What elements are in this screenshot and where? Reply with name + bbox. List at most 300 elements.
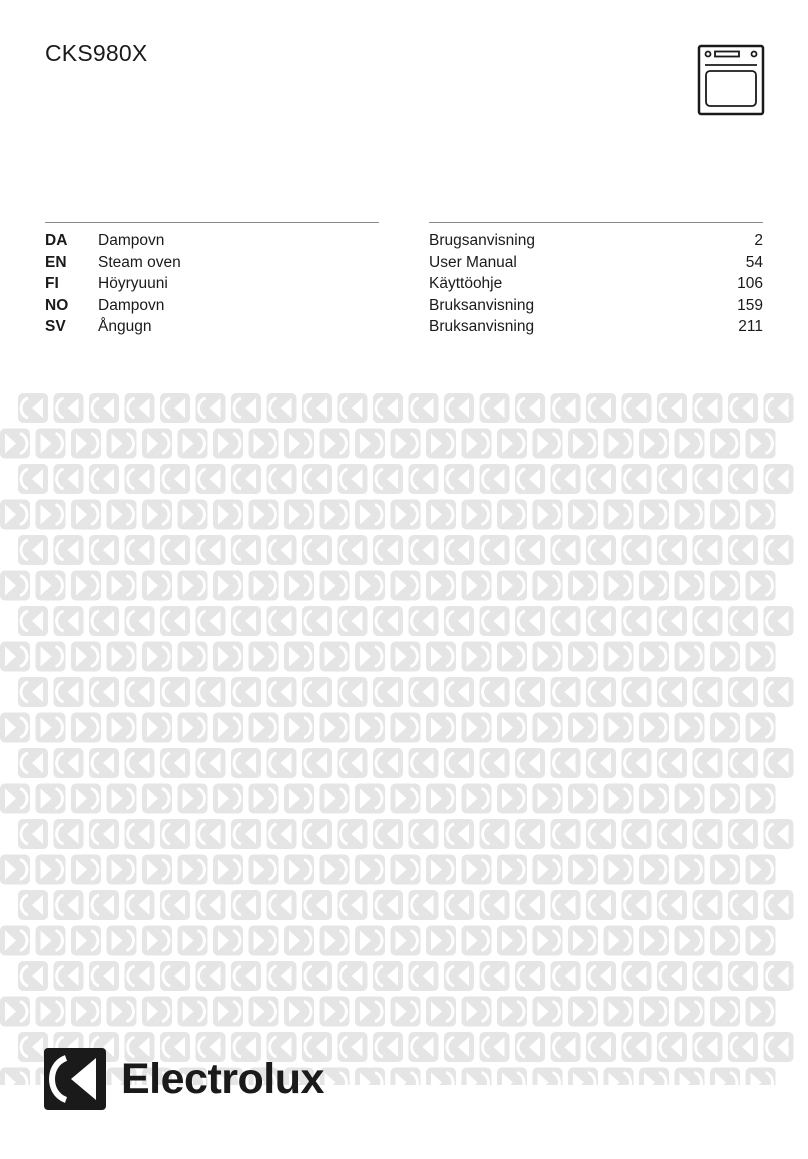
pattern-tiles: [0, 393, 794, 1085]
pattern-tile: [391, 713, 421, 743]
pattern-tile: [444, 535, 474, 565]
pattern-tile: [533, 713, 563, 743]
pattern-tile: [196, 393, 226, 423]
pattern-tile: [18, 890, 48, 920]
pattern-tile: [267, 961, 297, 991]
pattern-tile: [693, 890, 723, 920]
pattern-tile: [355, 926, 385, 956]
pattern-tile: [551, 819, 581, 849]
pattern-tile: [320, 997, 350, 1027]
pattern-tile: [36, 713, 66, 743]
pattern-tile: [533, 642, 563, 672]
pattern-tile: [728, 677, 758, 707]
pattern-tile: [142, 713, 172, 743]
pattern-tile: [426, 713, 456, 743]
pattern-tile: [462, 642, 492, 672]
pattern-tile: [231, 393, 261, 423]
pattern-tile: [107, 713, 137, 743]
pattern-tile: [497, 571, 527, 601]
pattern-tile: [125, 890, 155, 920]
pattern-tile: [355, 1068, 385, 1086]
pattern-tile: [71, 500, 101, 530]
pattern-tile: [409, 606, 439, 636]
pattern-tile: [338, 961, 368, 991]
pattern-tile: [249, 997, 279, 1027]
pattern-tile: [142, 784, 172, 814]
electrolux-pattern-icon: [0, 390, 808, 1085]
pattern-tile: [710, 926, 740, 956]
pattern-tile: [675, 997, 705, 1027]
pattern-tile: [409, 748, 439, 778]
product-name: Ångugn: [98, 318, 152, 335]
pattern-tile: [480, 393, 510, 423]
pattern-tile: [89, 961, 119, 991]
brand-logo: [44, 1048, 344, 1110]
pattern-tile: [125, 677, 155, 707]
pattern-tile: [54, 677, 84, 707]
pattern-tile: [178, 429, 208, 459]
page-number: 2: [754, 232, 763, 249]
pattern-tile: [249, 855, 279, 885]
pattern-tile: [213, 926, 243, 956]
pattern-tile: [622, 677, 652, 707]
pattern-tile: [267, 677, 297, 707]
pattern-tile: [604, 1068, 634, 1086]
pattern-tile: [125, 606, 155, 636]
pattern-tile: [391, 642, 421, 672]
pattern-tile: [622, 961, 652, 991]
pattern-tile: [267, 890, 297, 920]
pattern-tile: [675, 926, 705, 956]
pattern-tile: [710, 1068, 740, 1086]
pattern-tile: [338, 393, 368, 423]
pattern-tile: [178, 713, 208, 743]
pattern-tile: [391, 571, 421, 601]
pattern-tile: [497, 997, 527, 1027]
pattern-tile: [320, 571, 350, 601]
pattern-tile: [657, 606, 687, 636]
pattern-tile: [746, 855, 776, 885]
pattern-tile: [36, 500, 66, 530]
language-row: [45, 316, 765, 338]
pattern-tile: [657, 464, 687, 494]
pattern-tile: [746, 571, 776, 601]
pattern-tile: [480, 961, 510, 991]
document-title: Käyttöohje: [429, 275, 503, 292]
pattern-tile: [515, 464, 545, 494]
pattern-tile: [391, 926, 421, 956]
pattern-tile: [125, 393, 155, 423]
pattern-tile: [533, 997, 563, 1027]
pattern-tile: [480, 1032, 510, 1062]
pattern-tile: [213, 997, 243, 1027]
pattern-tile: [710, 429, 740, 459]
pattern-tile: [710, 642, 740, 672]
pattern-tile: [54, 819, 84, 849]
pattern-tile: [639, 571, 669, 601]
language-code: FI: [45, 275, 59, 292]
pattern-tile: [764, 890, 794, 920]
pattern-tile: [160, 393, 190, 423]
pattern-tile: [391, 1068, 421, 1086]
pattern-tile: [0, 571, 30, 601]
pattern-tile: [355, 713, 385, 743]
pattern-tile: [764, 748, 794, 778]
pattern-tile: [320, 642, 350, 672]
pattern-tile: [338, 677, 368, 707]
pattern-tile: [320, 855, 350, 885]
language-code: DA: [45, 232, 68, 249]
pattern-tile: [675, 713, 705, 743]
pattern-tile: [373, 1032, 403, 1062]
pattern-tile: [444, 961, 474, 991]
pattern-tile: [89, 464, 119, 494]
pattern-tile: [657, 1032, 687, 1062]
pattern-tile: [426, 1068, 456, 1086]
pattern-tile: [657, 535, 687, 565]
pattern-tile: [107, 997, 137, 1027]
pattern-tile: [160, 677, 190, 707]
pattern-tile: [36, 784, 66, 814]
pattern-tile: [249, 784, 279, 814]
pattern-tile: [355, 997, 385, 1027]
pattern-tile: [551, 890, 581, 920]
pattern-tile: [586, 393, 616, 423]
pattern-tile: [728, 464, 758, 494]
pattern-tile: [373, 748, 403, 778]
pattern-tile: [196, 677, 226, 707]
pattern-tile: [675, 500, 705, 530]
pattern-tile: [462, 1068, 492, 1086]
pattern-tile: [728, 606, 758, 636]
pattern-tile: [622, 748, 652, 778]
pattern-tile: [568, 784, 598, 814]
divider-right: [429, 222, 763, 223]
pattern-tile: [320, 500, 350, 530]
pattern-tile: [338, 535, 368, 565]
pattern-tile: [675, 855, 705, 885]
pattern-tile: [355, 642, 385, 672]
pattern-tile: [586, 535, 616, 565]
pattern-tile: [355, 855, 385, 885]
pattern-tile: [604, 429, 634, 459]
oven-icon: [697, 44, 765, 116]
pattern-tile: [480, 748, 510, 778]
pattern-tile: [373, 393, 403, 423]
pattern-tile: [178, 855, 208, 885]
pattern-tile: [338, 606, 368, 636]
pattern-tile: [497, 500, 527, 530]
pattern-tile: [426, 855, 456, 885]
pattern-tile: [497, 926, 527, 956]
pattern-tile: [533, 926, 563, 956]
pattern-tile: [178, 926, 208, 956]
pattern-tile: [462, 571, 492, 601]
pattern-tile: [622, 464, 652, 494]
pattern-tile: [196, 890, 226, 920]
pattern-tile: [18, 393, 48, 423]
pattern-tile: [284, 429, 314, 459]
pattern-tile: [71, 713, 101, 743]
pattern-tile: [746, 642, 776, 672]
pattern-tile: [409, 1032, 439, 1062]
pattern-tile: [54, 393, 84, 423]
language-code: NO: [45, 296, 69, 314]
brand-name: Electrolux: [121, 1055, 324, 1103]
pattern-tile: [0, 784, 30, 814]
pattern-tile: [462, 713, 492, 743]
pattern-tile: [36, 997, 66, 1027]
pattern-tile: [586, 961, 616, 991]
pattern-tile: [693, 819, 723, 849]
pattern-tile: [764, 677, 794, 707]
pattern-tile: [551, 464, 581, 494]
pattern-tile: [178, 571, 208, 601]
pattern-tile: [125, 961, 155, 991]
pattern-tile: [639, 642, 669, 672]
pattern-tile: [0, 642, 30, 672]
pattern-tile: [231, 961, 261, 991]
pattern-tile: [462, 855, 492, 885]
pattern-tile: [480, 819, 510, 849]
pattern-tile: [71, 429, 101, 459]
pattern-tile: [693, 393, 723, 423]
pattern-tile: [444, 819, 474, 849]
pattern-tile: [551, 535, 581, 565]
pattern-tile: [462, 500, 492, 530]
pattern-tile: [142, 571, 172, 601]
pattern-tile: [622, 890, 652, 920]
pattern-tile: [18, 748, 48, 778]
pattern-tile: [196, 961, 226, 991]
pattern-tile: [213, 429, 243, 459]
pattern-tile: [568, 997, 598, 1027]
pattern-tile: [622, 1032, 652, 1062]
pattern-tile: [426, 429, 456, 459]
pattern-tile: [107, 926, 137, 956]
pattern-tile: [657, 890, 687, 920]
pattern-tile: [426, 997, 456, 1027]
pattern-tile: [373, 890, 403, 920]
pattern-tile: [320, 784, 350, 814]
model-number: CKS980X: [45, 40, 148, 66]
pattern-tile: [355, 571, 385, 601]
pattern-tile: [657, 819, 687, 849]
pattern-tile: [71, 855, 101, 885]
pattern-tile: [639, 784, 669, 814]
pattern-tile: [89, 819, 119, 849]
page-number: 159: [737, 296, 763, 314]
pattern-tile: [675, 642, 705, 672]
pattern-tile: [160, 819, 190, 849]
pattern-tile: [675, 784, 705, 814]
pattern-tile: [249, 713, 279, 743]
product-name: Steam oven: [98, 253, 181, 271]
pattern-tile: [178, 997, 208, 1027]
pattern-tile: [338, 819, 368, 849]
electrolux-logo-icon: [44, 1048, 106, 1110]
pattern-tile: [320, 713, 350, 743]
pattern-tile: [533, 855, 563, 885]
pattern-tile: [409, 677, 439, 707]
pattern-tile: [693, 1032, 723, 1062]
pattern-tile: [71, 642, 101, 672]
pattern-tile: [54, 535, 84, 565]
pattern-tile: [160, 464, 190, 494]
pattern-tile: [693, 677, 723, 707]
pattern-tile: [568, 429, 598, 459]
pattern-tile: [586, 464, 616, 494]
pattern-tile: [373, 464, 403, 494]
pattern-tile: [107, 642, 137, 672]
pattern-tile: [302, 464, 332, 494]
pattern-tile: [213, 571, 243, 601]
page-number: 211: [738, 318, 763, 335]
pattern-tile: [409, 961, 439, 991]
pattern-tile: [746, 784, 776, 814]
pattern-tile: [568, 855, 598, 885]
pattern-tile: [764, 961, 794, 991]
pattern-tile: [746, 997, 776, 1027]
pattern-tile: [622, 819, 652, 849]
pattern-tile: [18, 819, 48, 849]
pattern-tile: [515, 819, 545, 849]
language-row: [45, 295, 765, 317]
pattern-tile: [18, 535, 48, 565]
language-row: [45, 273, 765, 295]
pattern-tile: [426, 642, 456, 672]
pattern-tile: [639, 713, 669, 743]
pattern-tile: [604, 500, 634, 530]
pattern-tile: [267, 748, 297, 778]
pattern-tile: [284, 855, 314, 885]
pattern-tile: [373, 535, 403, 565]
pattern-tile: [515, 890, 545, 920]
pattern-tile: [639, 855, 669, 885]
pattern-tile: [142, 642, 172, 672]
pattern-tile: [497, 642, 527, 672]
pattern-tile: [639, 1068, 669, 1086]
pattern-tile: [444, 748, 474, 778]
pattern-tile: [586, 819, 616, 849]
pattern-tile: [178, 642, 208, 672]
pattern-tile: [249, 926, 279, 956]
pattern-tile: [604, 997, 634, 1027]
pattern-tile: [533, 1068, 563, 1086]
pattern-tile: [355, 500, 385, 530]
pattern-tile: [302, 819, 332, 849]
pattern-tile: [125, 819, 155, 849]
product-name: Dampovn: [98, 296, 165, 314]
pattern-tile: [0, 926, 30, 956]
pattern-tile: [0, 713, 30, 743]
document-title: Bruksanvisning: [429, 318, 535, 335]
pattern-tile: [213, 642, 243, 672]
pattern-tile: [36, 642, 66, 672]
pattern-tile: [480, 677, 510, 707]
pattern-tile: [89, 748, 119, 778]
document-title: Bruksanvisning: [429, 296, 535, 314]
pattern-tile: [18, 606, 48, 636]
pattern-tile: [0, 1068, 30, 1086]
pattern-tile: [160, 606, 190, 636]
pattern-tile: [604, 713, 634, 743]
pattern-tile: [302, 748, 332, 778]
pattern-tile: [710, 500, 740, 530]
pattern-tile: [409, 535, 439, 565]
pattern-tile: [373, 677, 403, 707]
pattern-tile: [444, 393, 474, 423]
pattern-tile: [515, 1032, 545, 1062]
pattern-tile: [36, 429, 66, 459]
pattern-tile: [373, 606, 403, 636]
pattern-tile: [267, 464, 297, 494]
pattern-tile: [764, 393, 794, 423]
pattern-tile: [142, 926, 172, 956]
pattern-tile: [107, 855, 137, 885]
pattern-tile: [391, 500, 421, 530]
pattern-tile: [231, 535, 261, 565]
pattern-tile: [693, 535, 723, 565]
pattern-tile: [586, 677, 616, 707]
pattern-tile: [355, 784, 385, 814]
pattern-tile: [36, 855, 66, 885]
pattern-tile: [0, 997, 30, 1027]
pattern-tile: [284, 713, 314, 743]
pattern-tile: [89, 393, 119, 423]
divider-left: [45, 222, 379, 223]
pattern-tile: [36, 926, 66, 956]
pattern-tile: [142, 429, 172, 459]
pattern-tile: [231, 606, 261, 636]
pattern-tile: [675, 429, 705, 459]
pattern-tile: [639, 429, 669, 459]
pattern-tile: [18, 464, 48, 494]
pattern-tile: [338, 464, 368, 494]
pattern-tile: [462, 784, 492, 814]
pattern-tile: [249, 642, 279, 672]
pattern-tile: [320, 926, 350, 956]
pattern-tile: [71, 997, 101, 1027]
pattern-tile: [426, 571, 456, 601]
pattern-tile: [710, 997, 740, 1027]
pattern-tile: [249, 500, 279, 530]
pattern-tile: [54, 890, 84, 920]
pattern-tile: [764, 1032, 794, 1062]
pattern-tile: [586, 606, 616, 636]
pattern-tile: [71, 926, 101, 956]
pattern-tile: [639, 926, 669, 956]
pattern-tile: [267, 535, 297, 565]
language-index: [45, 230, 765, 338]
pattern-tile: [657, 393, 687, 423]
pattern-tile: [480, 535, 510, 565]
pattern-tile: [604, 926, 634, 956]
pattern-tile: [710, 784, 740, 814]
pattern-tile: [764, 606, 794, 636]
page-number: 54: [745, 253, 763, 271]
pattern-tile: [764, 464, 794, 494]
pattern-tile: [568, 926, 598, 956]
pattern-tile: [693, 606, 723, 636]
pattern-tile: [426, 500, 456, 530]
pattern-tile: [497, 429, 527, 459]
pattern-tile: [125, 464, 155, 494]
pattern-tile: [89, 535, 119, 565]
pattern-tile: [18, 961, 48, 991]
pattern-tile: [373, 819, 403, 849]
pattern-tile: [89, 890, 119, 920]
